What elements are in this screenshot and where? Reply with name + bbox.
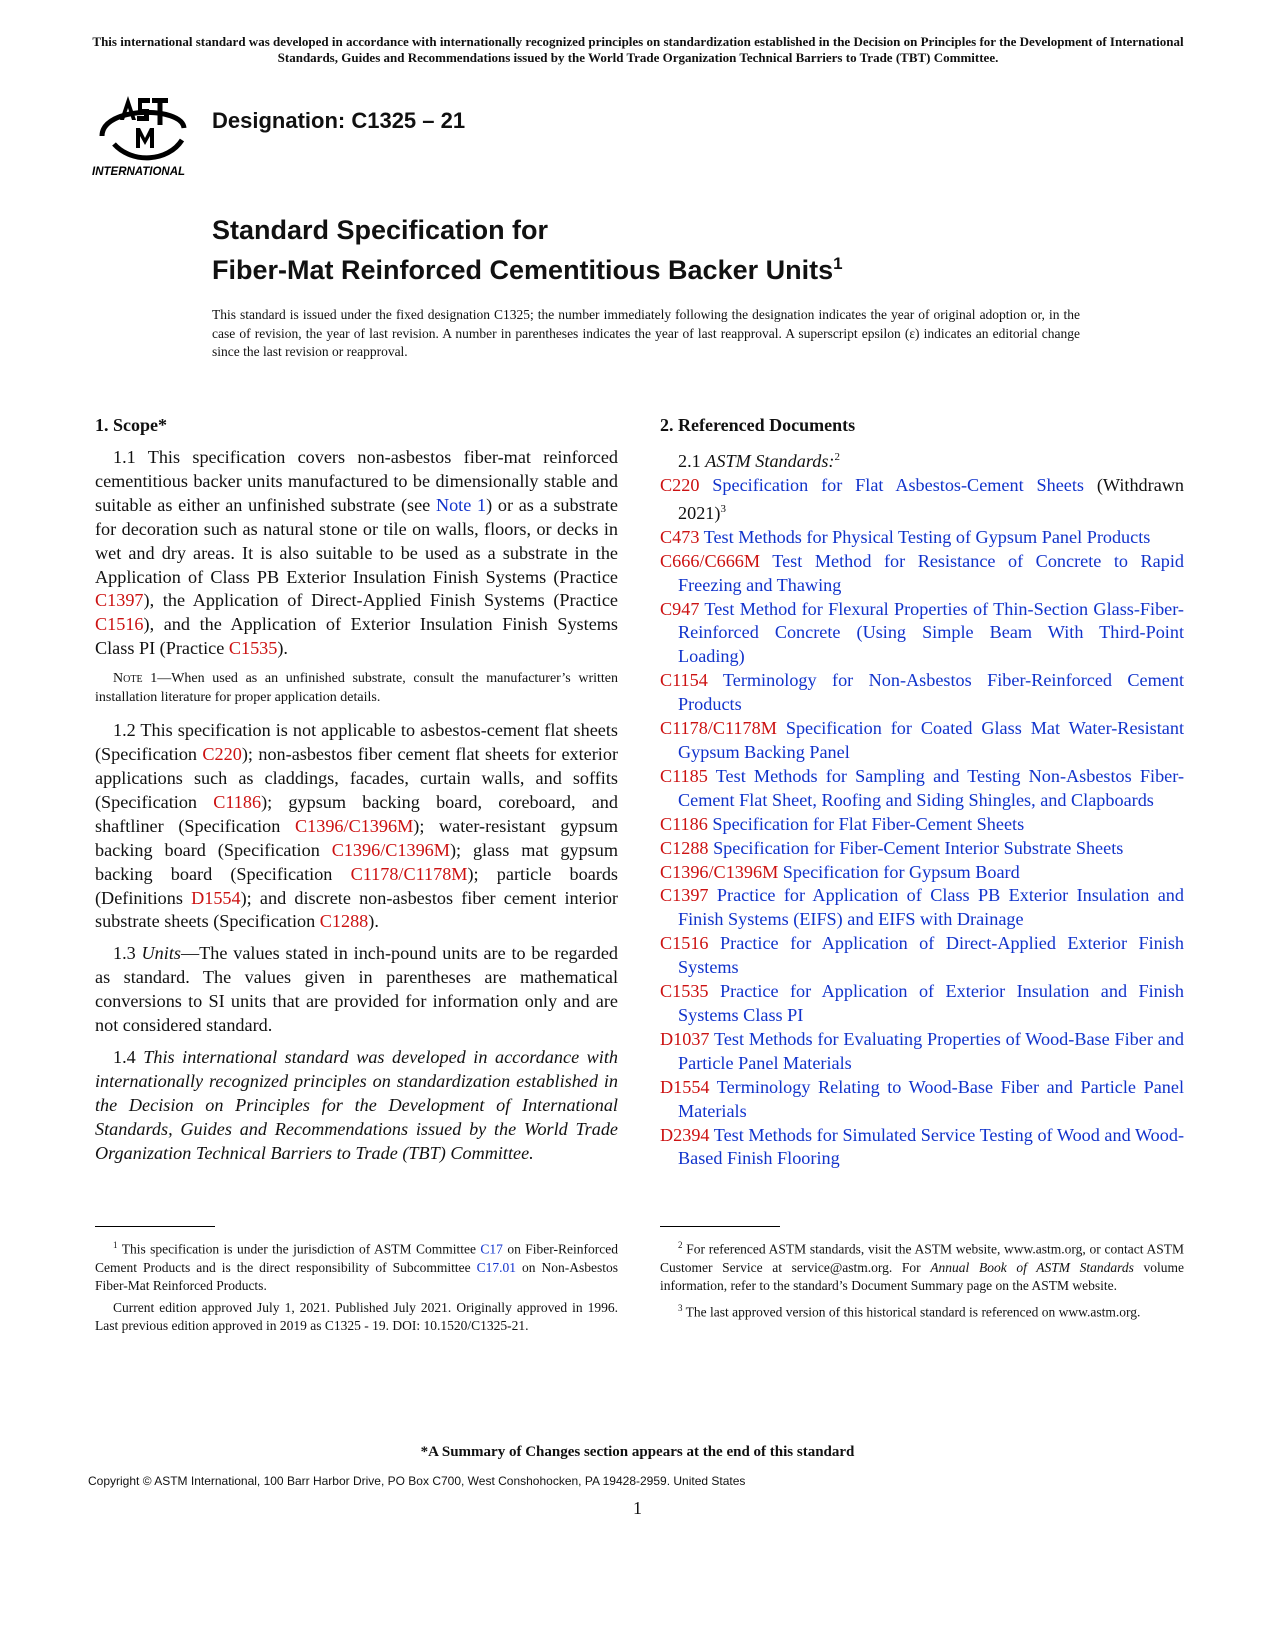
reference-code-link[interactable]: C1396/C1396M [660,861,779,882]
reference-code-link[interactable]: D1037 [660,1028,710,1049]
reference-code-link[interactable]: C1154 [660,670,708,691]
issue-note: This standard is issued under the fixed designation C1325; the number immediately following the designation indicates the year of original adoption or, in the case of revision, the year of last revision. A number in parentheses indicates the year of last reapproval. A superscript epsilon (ε) indicates an editorial change since the last revision or reapproval. [212,307,1080,359]
ref-link-c1396[interactable]: C1396/C1396M [331,839,450,860]
scope-paragraph-1-4: 1.4 This international standard was developed in accordance with internationally recognized principles on standardization established in the Decision on Principles for the Development of International Standards, Guides and Recommendations issued by the World Trade Organization Technical Barriers to Trade (TBT) Committee. [95,1046,619,1163]
reference-code-link[interactable]: C1178/C1178M [660,718,777,739]
reference-code-link[interactable]: C1288 [660,837,709,858]
reference-code-link[interactable]: C666/C666M [660,550,761,571]
reference-item [660,837,1184,861]
reference-code-link[interactable]: D1554 [660,1076,710,1097]
reference-item [660,813,1184,837]
reference-title-link[interactable]: Test Methods for Simulated Service Testing of Wood and Wood-Based Finish Flooring [678,1124,1184,1169]
reference-title-link[interactable]: Practice for Application of Class PB Exterior Insulation and Finish Systems (EIFS) and EIFS with Drainage [678,885,1184,930]
ref-link-d1554[interactable]: D1554 [191,887,241,908]
note-1-link[interactable]: Note 1 [435,494,487,515]
reference-item [660,717,1184,765]
document-title [212,214,843,287]
right-column [660,414,1184,1171]
ref-link-c1186[interactable]: C1186 [213,791,262,812]
reference-footnote-marker: 3 [720,502,726,515]
reference-title-link[interactable]: Practice for Application of Direct-Applied Exterior Finish Systems [678,933,1184,978]
footnote-rule-right [660,1226,780,1227]
footnotes-left [95,1236,618,1339]
reference-title-link[interactable]: Terminology Relating to Wood-Base Fiber and Particle Panel Materials [678,1076,1184,1121]
footnote-rule-left [95,1226,215,1227]
referenced-documents-heading: 2. Referenced Documents [660,415,856,435]
astm-logo-icon [92,84,196,180]
ref-link-c1397[interactable]: C1397 [95,590,144,611]
reference-item [660,474,1184,526]
reference-item [660,598,1184,670]
footnote-3: $^3$ The last approved version of this historical standard is referenced on www.astm.org. [678,1302,1141,1319]
note-1: Note 1—When used as an unfinished substrate, consult the manufacturer’s written installation literature for proper application details. [95,671,618,706]
reference-list [660,474,1184,1171]
reference-title-link[interactable]: Test Methods for Physical Testing of Gypsum Panel Products [699,526,1151,547]
left-column [95,414,618,1173]
subcommittee-c17-01-link[interactable]: C17.01 [476,1259,517,1275]
footnote-1-edition: Current edition approved July 1, 2021. Published July 2021. Originally approved in 1996. Last previous edition approved in 2019 as C1325 - 19. DOI: 10.1520/C1325-21. [95,1299,618,1333]
title-line-2: Fiber-Mat Reinforced Cementitious Backer Units$^1$ [212,254,843,285]
reference-title-link[interactable]: Specification for Flat Asbestos-Cement Sheets [699,474,1084,495]
astm-standards-subheading: 2.1 ASTM Standards:$^2$ [678,451,840,472]
scope-heading: 1. Scope* [95,415,167,435]
ref-link-c1516[interactable]: C1516 [95,614,144,635]
reference-title-link[interactable]: Test Methods for Evaluating Properties of Wood-Base Fiber and Particle Panel Materials [678,1028,1184,1073]
footnotes-right [660,1236,1184,1325]
reference-code-link[interactable]: C473 [660,526,700,547]
ref-link-c1178[interactable]: C1178/C1178M [350,863,468,884]
reference-item [660,669,1184,717]
scope-paragraph-1-3: 1.3 Units—The values stated in inch-pound units are to be regarded as standard. The values given in parentheses are mathematical conversions to SI units that are provided for information only and are not considered standard. [95,943,619,1036]
reference-code-link[interactable]: C1516 [660,933,709,954]
ref-link-c1535[interactable]: C1535 [228,638,278,659]
title-footnote-marker: 1 [833,254,843,273]
reference-title-link[interactable]: Terminology for Non-Asbestos Fiber-Reinforced Cement Products [678,670,1184,715]
scope-paragraph-1-2: 1.2 This specification is not applicable to asbestos-cement flat sheets (Specification C220); non-asbestos fiber cement flat sheets for exterior applications such as claddings, facades, curtain walls, and soffits (Specification C1186); gypsum backing board, coreboard, and shaftliner (Specification C1396/C1396M); water-resistant gypsum backing board (Specification C1396/C1396M); glass mat gypsum backing board (Specification C1178/C1178M); particle boards (Definitions D1554); and discrete non-asbestos fiber cement interior substrate sheets (Specification C1288). [95,720,619,932]
ref-link-c1396[interactable]: C1396/C1396M [295,815,414,836]
reference-withdrawn-note: (Withdrawn 2021) [678,474,1184,523]
reference-title-link[interactable]: Test Method for Resistance of Concrete to Rapid Freezing and Thawing [678,550,1184,595]
top-notice: This international standard was developed in accordance with internationally recognized principles on standardization established in the Decision on Principles for the Development of International Standards, Guides and Recommendations issued by the World Trade Organization Technical Barriers to Trade (TBT) Committee. [92,34,1184,65]
reference-title-link[interactable]: Specification for Fiber-Cement Interior Substrate Sheets [708,837,1124,858]
reference-code-link[interactable]: C1186 [660,813,708,834]
reference-code-link[interactable]: C220 [660,474,700,495]
reference-title-link[interactable]: Specification for Flat Fiber-Cement Sheets [707,813,1025,834]
designation: Designation: C1325 – 21 [212,108,466,133]
reference-item [660,526,1184,550]
copyright-notice: Copyright © ASTM International, 100 Barr Harbor Drive, PO Box C700, West Conshohocken, PA 19428-2959. United States [88,1474,746,1488]
reference-item [660,980,1184,1028]
reference-title-link[interactable]: Practice for Application of Exterior Insulation and Finish Systems Class PI [678,981,1184,1025]
ref-link-c220[interactable]: C220 [202,744,242,765]
reference-title-link[interactable]: Specification for Gypsum Board [778,861,1020,882]
reference-item [660,861,1184,885]
reference-title-link[interactable]: Specification for Coated Glass Mat Water-Resistant Gypsum Backing Panel [678,718,1184,762]
reference-code-link[interactable]: D2394 [660,1124,710,1145]
title-line-1: Standard Specification for [212,215,549,245]
reference-item [660,1076,1184,1124]
footnote-1: $^1$ This specification is under the jurisdiction of ASTM Committee C17 on Fiber-Reinforced Cement Products and is the direct responsibility of Subcommittee C17.01 on Non-Asbestos Fiber-Mat Reinforced Products. [95,1240,618,1293]
reference-item [660,932,1184,980]
reference-title-link[interactable]: Test Methods for Sampling and Testing Non-Asbestos Fiber-Cement Flat Sheet, Roofing and Siding Shingles, and Clapboards [678,765,1184,810]
reference-code-link[interactable]: C1535 [660,981,709,1002]
summary-of-changes-note: *A Summary of Changes section appears at the end of this standard [420,1444,855,1460]
footnote-2: $^2$ For referenced ASTM standards, visit the ASTM website, www.astm.org, or contact ASTM Customer Service at service@astm.org. For Annual Book of ASTM Standards volume information, refer to the standard’s Document Summary page on the ASTM website. [660,1240,1184,1293]
scope-paragraph-1-1: 1.1 This specification covers non-asbestos fiber-mat reinforced cementitious backer units manufactured to be dimensionally stable and suitable as either an unfinished substrate (see Note 1) or as a substrate for decoration such as natural stone or tile on walls, floors, or decks in wet and dry areas. It is also suitable to be used as a substrate in the Application of Class PB Exterior Insulation Finish Systems (Practice C1397), the Application of Direct-Applied Finish Systems (Practice C1516), and the Application of Exterior Insulation Finish Systems Class PI (Practice C1535). [95,447,618,659]
reference-title-link[interactable]: Test Method for Flexural Properties of Thin-Section Glass-Fiber-Reinforced Concrete (Using Simple Beam With Third-Point Loading) [678,598,1184,667]
ref-link-c1288[interactable]: C1288 [319,911,369,932]
reference-item [660,1028,1184,1076]
logo-text: INTERNATIONAL [92,166,186,178]
reference-item [660,884,1184,932]
reference-code-link[interactable]: C1397 [660,885,709,906]
reference-code-link[interactable]: C1185 [660,765,708,786]
reference-code-link[interactable]: C947 [660,598,700,619]
reference-item [660,550,1184,598]
committee-c17-link[interactable]: C17 [480,1241,503,1257]
page-number: 1 [633,1498,642,1518]
reference-item [660,765,1184,813]
reference-item [660,1124,1184,1172]
